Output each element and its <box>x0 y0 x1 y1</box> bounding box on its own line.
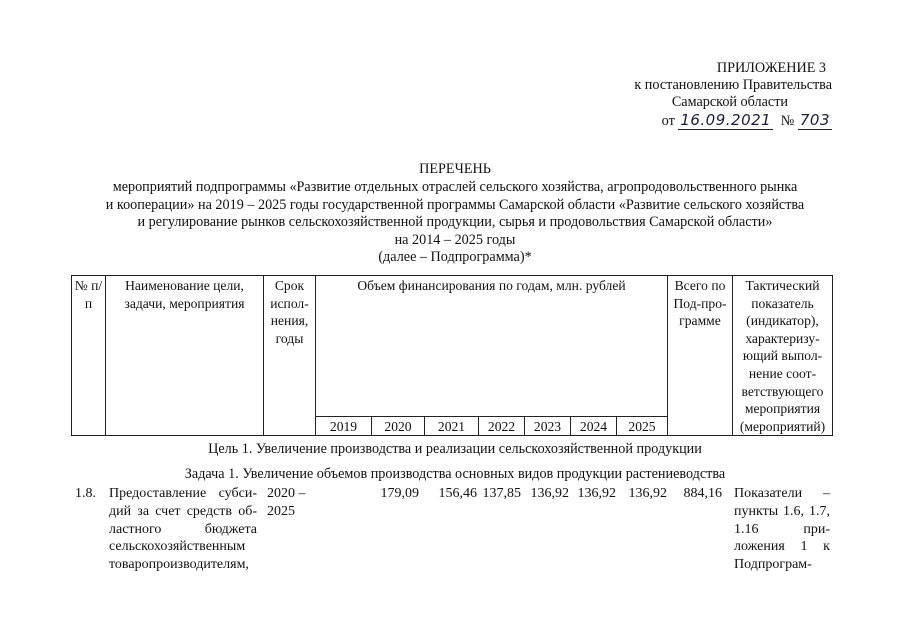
row-value-2023: 136,92 <box>530 486 569 501</box>
row-value-2022: 137,85 <box>482 486 521 501</box>
header-year: 2019 <box>316 416 372 436</box>
row-term-line-1: 2020 – <box>267 486 306 501</box>
title-line-3: и регулирование рынков сельскохозяйственной продукции, сырья и продовольствия Самарской области» <box>137 214 773 231</box>
row-total: 884,16 <box>683 486 722 501</box>
header-year: 2022 <box>479 416 525 436</box>
funding-table <box>71 275 833 436</box>
title-line-4: на 2014 – 2025 годы <box>394 231 516 248</box>
table-row <box>71 485 832 585</box>
task-heading: Задача 1. Увеличение объемов производства основных видов продукции растениеводства <box>184 466 726 482</box>
header-term: Срок испол-нения, годы <box>264 276 316 436</box>
header-year: 2025 <box>617 416 668 436</box>
header-name: Наименование цели, задачи, мероприятия <box>106 276 264 436</box>
title-line-5: (далее – Подпрограмма)* <box>378 249 532 266</box>
row-term-line-2: 2025 <box>267 503 295 519</box>
goal-heading: Цель 1. Увеличение производства и реализации сельскохозяйственной продукции <box>208 441 702 457</box>
number-label: № <box>780 113 795 129</box>
header-funding: Объем финансирования по годам, млн. рублей <box>316 276 668 417</box>
title-line-2: и кооперации» на 2019 – 2025 годы государственной программы Самарской области «Развитие сельского хозяйства <box>105 196 805 213</box>
header-number: № п/п <box>72 276 106 436</box>
row-value-2024: 136,92 <box>577 486 616 501</box>
title-line-1: мероприятий подпрограммы «Развитие отдельных отраслей сельского хозяйства, агропродовольственного рынка <box>112 179 798 196</box>
row-indicator: Показатели – пункты 1.6, 1.7, 1.16 при-ложения 1 к Подпрограм- <box>734 486 830 573</box>
row-term <box>267 485 317 521</box>
title-main: ПЕРЕЧЕНЬ <box>419 161 491 177</box>
header-year: 2021 <box>425 416 479 436</box>
header-total: Всего по Под-про-грамме <box>668 276 733 436</box>
header-year: 2024 <box>571 416 617 436</box>
row-name: Предоставление субси-дий за счет средств об-ластного бюджета сельскохозяйственным товаропроизводителям, <box>109 486 257 573</box>
handwritten-date: 16.09.2021 <box>680 111 772 129</box>
resolution-reference <box>590 112 832 130</box>
handwritten-number: 703 <box>799 111 830 129</box>
header-year: 2023 <box>525 416 571 436</box>
appendix-line-1: к постановлению Правительства <box>634 77 832 93</box>
row-number: 1.8. <box>75 486 96 501</box>
row-value-2021: 156,46 <box>438 486 477 501</box>
appendix-header <box>590 60 832 130</box>
document-title <box>70 161 840 266</box>
from-label: от <box>661 113 675 129</box>
appendix-title: ПРИЛОЖЕНИЕ 3 <box>716 60 826 76</box>
header-year: 2020 <box>372 416 425 436</box>
appendix-line-2: Самарской области <box>671 94 788 110</box>
header-indicator: Тактический показатель (индикатор), характеризу-ющий выпол-нение соот-ветствующего мероприятия (мероприятий) <box>733 276 833 436</box>
row-value-2025: 136,92 <box>628 486 667 501</box>
row-value-2020: 179,09 <box>380 486 419 501</box>
